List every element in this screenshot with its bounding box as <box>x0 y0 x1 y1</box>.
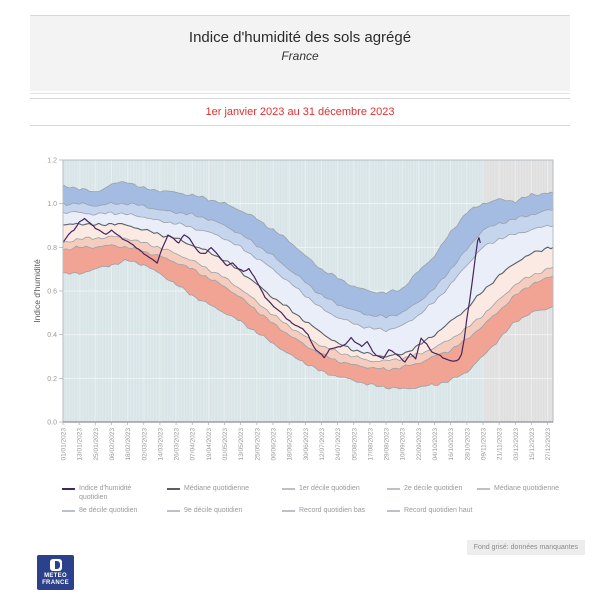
legend-swatch-line <box>167 510 180 512</box>
legend-label: Médiane quotidienne <box>494 485 559 492</box>
x-tick-label: 03/12/2023 <box>512 428 520 461</box>
y-tick-label: 0.8 <box>47 244 57 252</box>
x-tick-label: 10/09/2023 <box>399 428 407 461</box>
logo-text-line2: FRANCE <box>42 579 69 586</box>
x-tick-label: 14/03/2023 <box>157 428 165 461</box>
x-tick-label: 13/05/2023 <box>238 428 246 461</box>
period-banner <box>30 98 570 126</box>
legend-swatch-line <box>387 488 400 490</box>
legend-swatch-line <box>387 510 400 512</box>
legend-item[interactable] <box>387 484 477 503</box>
legend-item[interactable] <box>62 506 167 515</box>
legend-label: 1er décile quotidien <box>299 485 360 492</box>
y-tick-label: 0.2 <box>47 375 57 383</box>
legend-label: 2e décile quotidien <box>404 485 463 492</box>
x-tick-label: 16/10/2023 <box>448 428 456 461</box>
legend-swatch-line <box>62 510 75 512</box>
chart-header <box>30 15 570 91</box>
header-divider <box>30 93 570 94</box>
y-tick-label: 1.0 <box>47 201 57 209</box>
x-tick-label: 05/08/2023 <box>351 428 359 461</box>
x-tick-label: 18/02/2023 <box>125 428 133 461</box>
legend-item[interactable] <box>167 484 282 503</box>
x-tick-label: 24/07/2023 <box>335 428 343 461</box>
y-tick-label: 1.2 <box>47 157 57 165</box>
meteo-france-logo <box>37 555 74 590</box>
chart-legend <box>62 484 577 515</box>
x-tick-label: 17/08/2023 <box>367 428 375 461</box>
x-tick-label: 06/02/2023 <box>108 428 116 461</box>
legend-label: Record quotidien haut <box>404 506 473 514</box>
legend-item[interactable] <box>282 484 387 503</box>
legend-swatch-line <box>477 488 490 490</box>
x-tick-label: 21/11/2023 <box>496 427 504 461</box>
x-tick-label: 04/10/2023 <box>432 428 440 461</box>
y-tick-label: 0.6 <box>47 288 57 296</box>
x-tick-label: 29/08/2023 <box>383 428 391 461</box>
missing-data-note: Fond grisé: données manquantes <box>467 540 585 555</box>
legend-label: Indice d'humidité quotidien <box>79 485 132 502</box>
page-subtitle: France <box>281 49 319 63</box>
x-tick-label: 18/06/2023 <box>286 428 294 461</box>
legend-swatch-line <box>282 488 295 490</box>
legend-item[interactable] <box>387 506 477 515</box>
soil-moisture-chart <box>0 148 600 480</box>
legend-swatch-line <box>282 510 295 512</box>
x-tick-label: 25/01/2023 <box>92 428 100 461</box>
legend-label: 8e décile quotidien <box>79 506 138 514</box>
x-tick-label: 15/12/2023 <box>528 428 536 461</box>
x-tick-label: 09/11/2023 <box>480 428 488 461</box>
x-tick-label: 12/07/2023 <box>318 428 326 461</box>
y-tick-label: 0.4 <box>47 332 57 340</box>
x-tick-label: 07/04/2023 <box>189 428 197 461</box>
y-tick-label: 0.0 <box>47 419 57 427</box>
period-text: 1er janvier 2023 au 31 décembre 2023 <box>205 106 395 118</box>
x-tick-label: 19/04/2023 <box>205 428 213 461</box>
legend-swatch-line <box>62 488 75 490</box>
legend-item[interactable] <box>62 484 167 503</box>
x-tick-label: 01/01/2023 <box>60 428 68 461</box>
legend-item[interactable] <box>282 506 387 515</box>
x-tick-label: 22/09/2023 <box>415 428 423 461</box>
meteo-france-logo-icon <box>50 559 62 571</box>
legend-item[interactable] <box>477 484 577 503</box>
logo-text-line1: METEO <box>44 573 67 579</box>
x-tick-label: 02/03/2023 <box>141 428 149 461</box>
x-tick-label: 13/01/2023 <box>76 428 84 461</box>
x-tick-label: 25/05/2023 <box>254 428 262 461</box>
y-axis-title: Indice d'humidité <box>32 259 42 323</box>
legend-label: Médiane quotidienne <box>184 485 249 492</box>
x-tick-label: 27/12/2023 <box>545 428 553 461</box>
x-tick-label: 28/10/2023 <box>464 428 472 461</box>
x-tick-label: 30/06/2023 <box>302 428 310 461</box>
legend-swatch-line <box>167 488 180 490</box>
legend-item[interactable] <box>167 506 282 515</box>
legend-label: Record quotidien bas <box>299 506 366 514</box>
page-title: Indice d'humidité des sols agrégé <box>188 29 412 46</box>
legend-label: 9e décile quotidien <box>184 506 243 514</box>
x-tick-label: 26/03/2023 <box>173 428 181 461</box>
x-tick-label: 01/05/2023 <box>222 428 230 461</box>
x-tick-label: 06/06/2023 <box>270 428 278 461</box>
